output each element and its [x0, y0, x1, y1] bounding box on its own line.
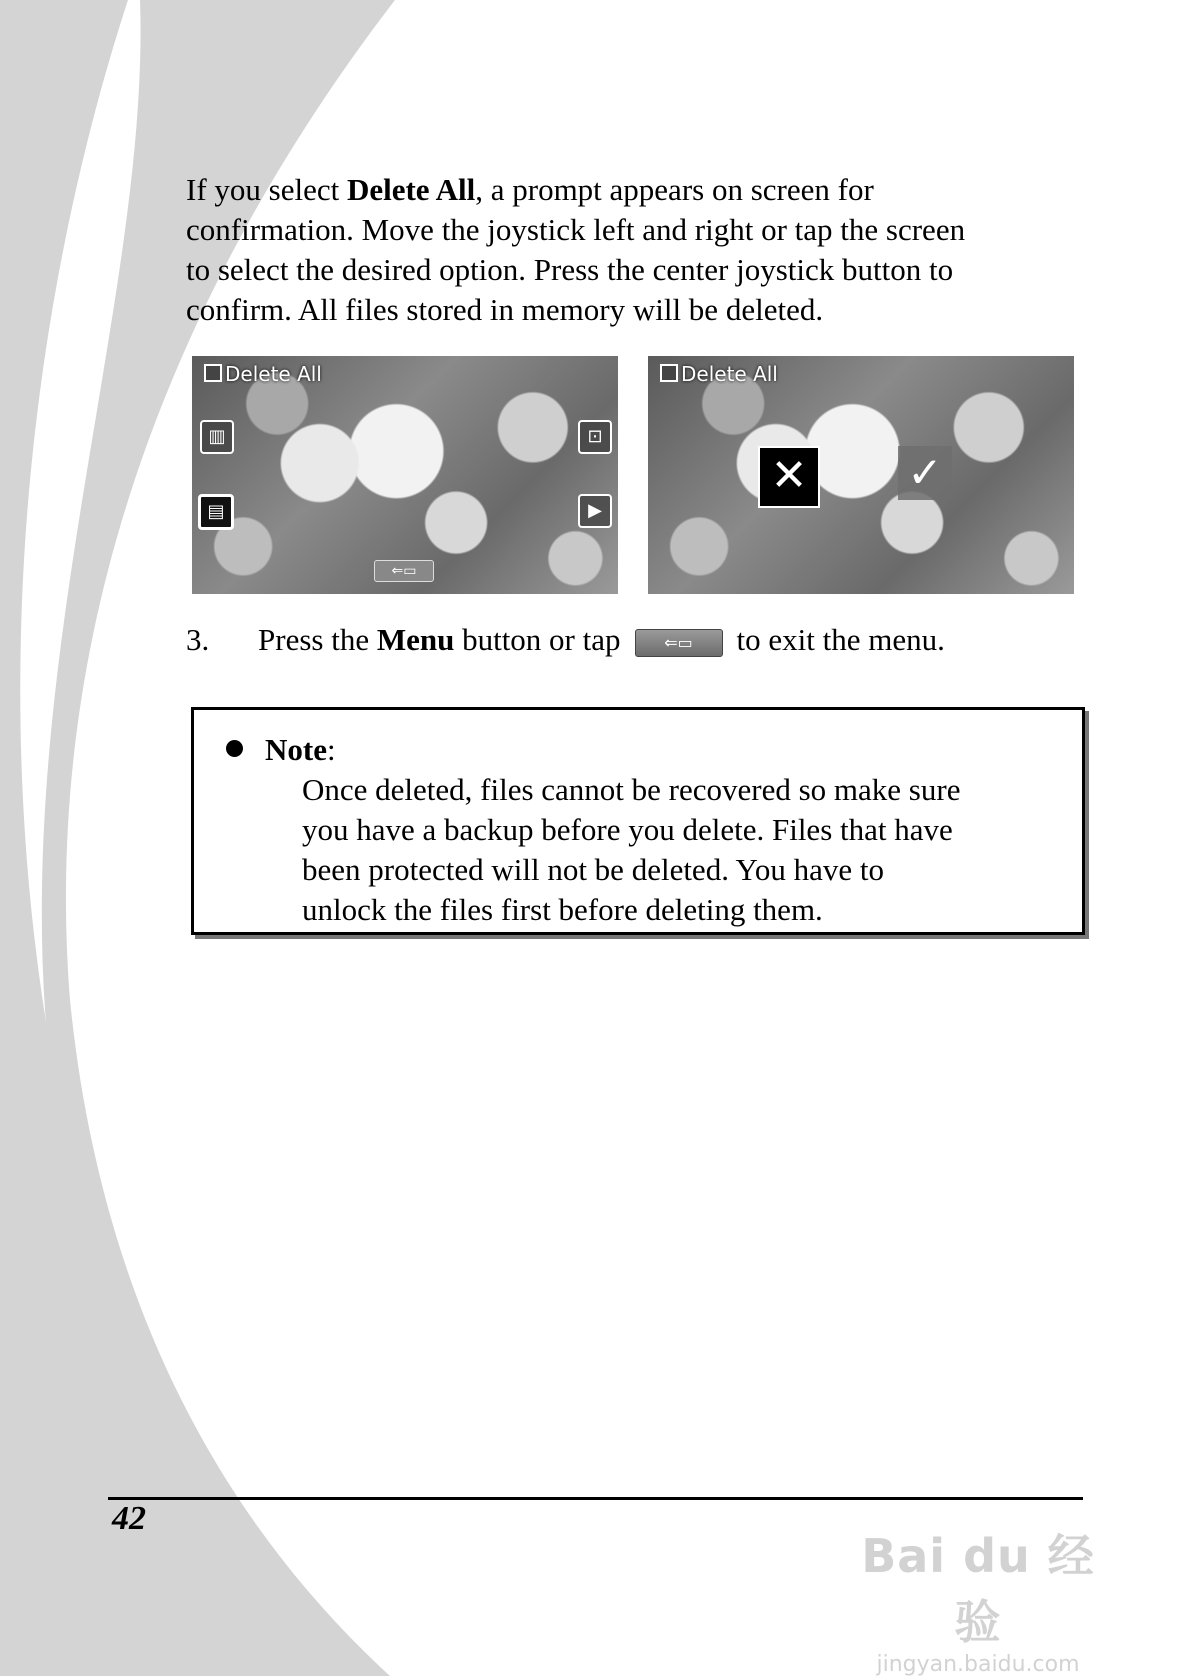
- confirm-check-icon: ✓: [898, 446, 952, 500]
- intro-text-3: confirmation. Move the joystick left and right or tap the screen: [186, 212, 966, 247]
- lock-icon: ⊡: [578, 420, 612, 454]
- step-number: 3.: [186, 622, 210, 657]
- screenshot-delete-all-confirm: [648, 356, 1074, 594]
- step-3: 3. Press the Menu button or tap ⇐▭ to exit the menu.: [186, 620, 1106, 660]
- watermark: [838, 1520, 1118, 1677]
- intro-text-4: to select the desired option. Press the center joystick button to: [186, 252, 954, 287]
- intro-text-5: confirm. All files stored in memory will be deleted.: [186, 292, 824, 327]
- exit-menu-icon: ⇐▭: [635, 629, 723, 657]
- note-box: [191, 707, 1085, 935]
- screenshot-delete-all-menu: [192, 356, 618, 594]
- cancel-x-icon: ✕: [758, 446, 820, 508]
- note-line: you have a backup before you delete. Files that have: [302, 812, 953, 847]
- intro-paragraph: [186, 170, 1106, 330]
- intro-text-1: If you select: [186, 172, 347, 207]
- playback-icon: [660, 364, 678, 382]
- delete-all-icon: ▤: [198, 494, 234, 530]
- footer-rule: [108, 1497, 1083, 1500]
- note-line: unlock the files first before deleting them.: [302, 892, 823, 927]
- delete-one-icon: ▥: [200, 420, 234, 454]
- screen-title: Delete All: [204, 362, 322, 386]
- bullet-icon: [226, 740, 243, 757]
- note-heading: Note:: [226, 730, 336, 770]
- menu-term: Menu: [376, 622, 455, 657]
- note-body: [302, 770, 1062, 930]
- watermark-url: jingyan.baidu.com: [876, 1652, 1080, 1677]
- screen-title: Delete All: [660, 362, 778, 386]
- exit-menu-icon: ⇐▭: [374, 560, 434, 582]
- playback-icon: [204, 364, 222, 382]
- note-line: Once deleted, files cannot be recovered so make sure: [302, 772, 961, 807]
- intro-text-2: , a prompt appears on screen for: [475, 172, 874, 207]
- delete-all-term: Delete All: [346, 172, 476, 207]
- slideshow-icon: ▶: [578, 494, 612, 528]
- watermark-logo: Bai du 经验: [861, 1529, 1095, 1649]
- page-number: 42: [112, 1500, 146, 1537]
- note-line: been protected will not be deleted. You have to: [302, 852, 884, 887]
